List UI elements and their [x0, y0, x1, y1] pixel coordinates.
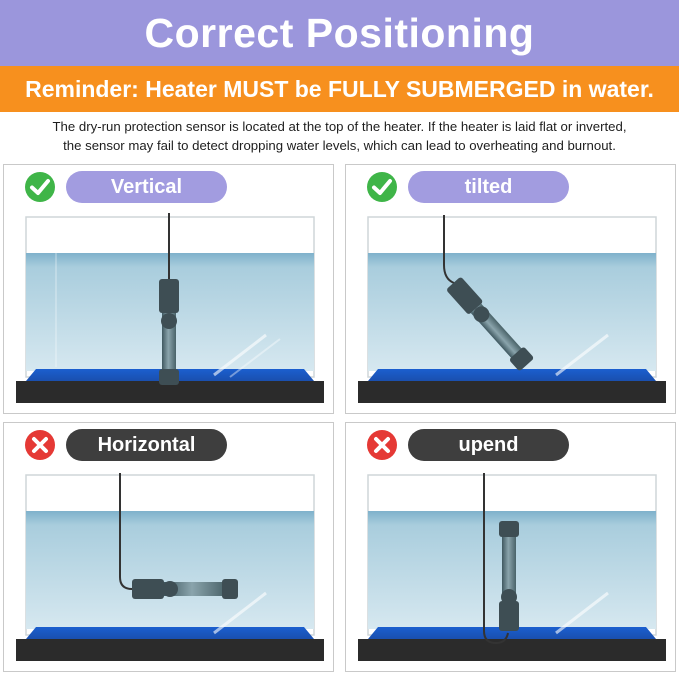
aquarium-illustration [4, 205, 334, 414]
position-label: tilted [408, 171, 569, 203]
position-label: upend [408, 429, 569, 461]
aquarium-illustration [4, 463, 334, 672]
check-icon [366, 171, 398, 203]
reminder-banner [0, 66, 679, 112]
cross-icon [366, 429, 398, 461]
cross-icon [24, 429, 56, 461]
description-line-1: The dry-run protection sensor is located at the top of the heater. If the heater is laid flat or inverted, [52, 119, 627, 134]
panel-vertical [3, 164, 334, 414]
position-label: Horizontal [66, 429, 227, 461]
aquarium-illustration [346, 463, 676, 672]
check-icon [24, 171, 56, 203]
description [8, 117, 671, 155]
description-line-2: the sensor may fail to detect dropping water levels, which can lead to overheating and burnout. [63, 138, 616, 153]
reminder-text: Reminder: Heater MUST be FULLY SUBMERGED in water. [25, 75, 654, 102]
position-label: Vertical [66, 171, 227, 203]
panel-tilted [345, 164, 676, 414]
page-title: Correct Positioning [144, 9, 535, 56]
title-banner [0, 0, 679, 66]
aquarium-illustration [346, 205, 676, 414]
panel-horizontal [3, 422, 334, 672]
panel-upend [345, 422, 676, 672]
